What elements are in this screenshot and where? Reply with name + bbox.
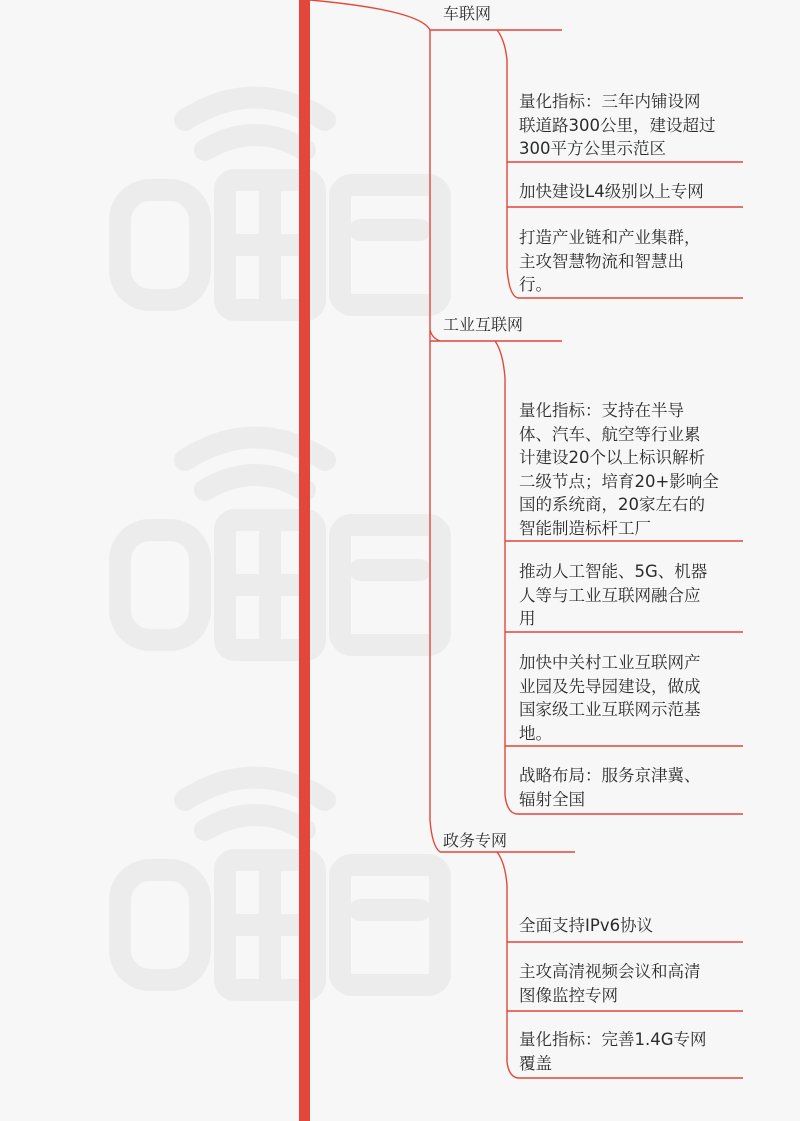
leaf-item bbox=[519, 90, 741, 161]
leaf-line: 量化指标：支持在半导 bbox=[519, 401, 684, 420]
leaf-item bbox=[519, 1028, 741, 1075]
leaf-line: 主攻高清视频会议和高清 bbox=[519, 962, 701, 981]
category-label-vehicle-network: 车联网 bbox=[443, 4, 492, 23]
leaf-line: 智能制造标杆工厂 bbox=[519, 518, 651, 538]
leaf-line: 人等与工业互联网融合应 bbox=[519, 585, 701, 605]
main-branch-line bbox=[299, 0, 310, 1121]
leaf-line: 体、汽车、航空等行业累 bbox=[519, 424, 701, 444]
leaf-line: 推动人工智能、5G、机器 bbox=[519, 562, 708, 581]
leaf-line: 国的系统商，20家左右的 bbox=[519, 495, 705, 514]
category-label-industrial-internet: 工业互联网 bbox=[443, 315, 524, 334]
leaf-item bbox=[519, 651, 741, 745]
leaf-line: 业园及先导园建设，做成 bbox=[519, 676, 701, 696]
leaf-item bbox=[519, 960, 741, 1007]
leaf-line: 用 bbox=[519, 609, 536, 628]
leaf-item bbox=[519, 226, 741, 297]
leaf-line: 计建设20个以上标识解析 bbox=[519, 448, 705, 467]
leaf-line: 战略布局：服务京津冀、 bbox=[519, 766, 701, 785]
leaf-line: 打造产业链和产业集群， bbox=[519, 228, 701, 247]
leaf-line: 全面支持IPv6协议 bbox=[519, 916, 654, 935]
leaf-line: 覆盖 bbox=[519, 1053, 552, 1073]
leaf-line: 量化指标：三年内铺设网 bbox=[519, 92, 701, 111]
category-label-government-network: 政务专网 bbox=[443, 831, 508, 850]
leaf-item bbox=[519, 399, 741, 540]
leaf-line: 地。 bbox=[519, 723, 552, 743]
leaf-item bbox=[519, 560, 741, 631]
leaf-line: 加快建设L4级别以上专网 bbox=[519, 182, 704, 201]
leaf-item bbox=[519, 180, 741, 204]
leaf-line: 联道路300公里，建设超过 bbox=[519, 115, 716, 135]
leaf-item bbox=[519, 914, 741, 938]
leaf-line: 图像监控专网 bbox=[519, 985, 618, 1005]
leaf-line: 量化指标：完善1.4G专网 bbox=[519, 1030, 707, 1049]
leaf-item bbox=[519, 764, 741, 811]
leaf-line: 国家级工业互联网示范基 bbox=[519, 700, 701, 719]
leaf-line: 辐射全国 bbox=[519, 789, 585, 809]
leaf-line: 行。 bbox=[519, 275, 552, 294]
leaf-line: 主攻智慧物流和智慧出 bbox=[519, 251, 684, 271]
leaf-line: 加快中关村工业互联网产 bbox=[519, 653, 701, 672]
leaf-line: 300平方公里示范区 bbox=[519, 139, 666, 158]
leaf-line: 二级节点；培育20+影响全 bbox=[519, 471, 719, 491]
